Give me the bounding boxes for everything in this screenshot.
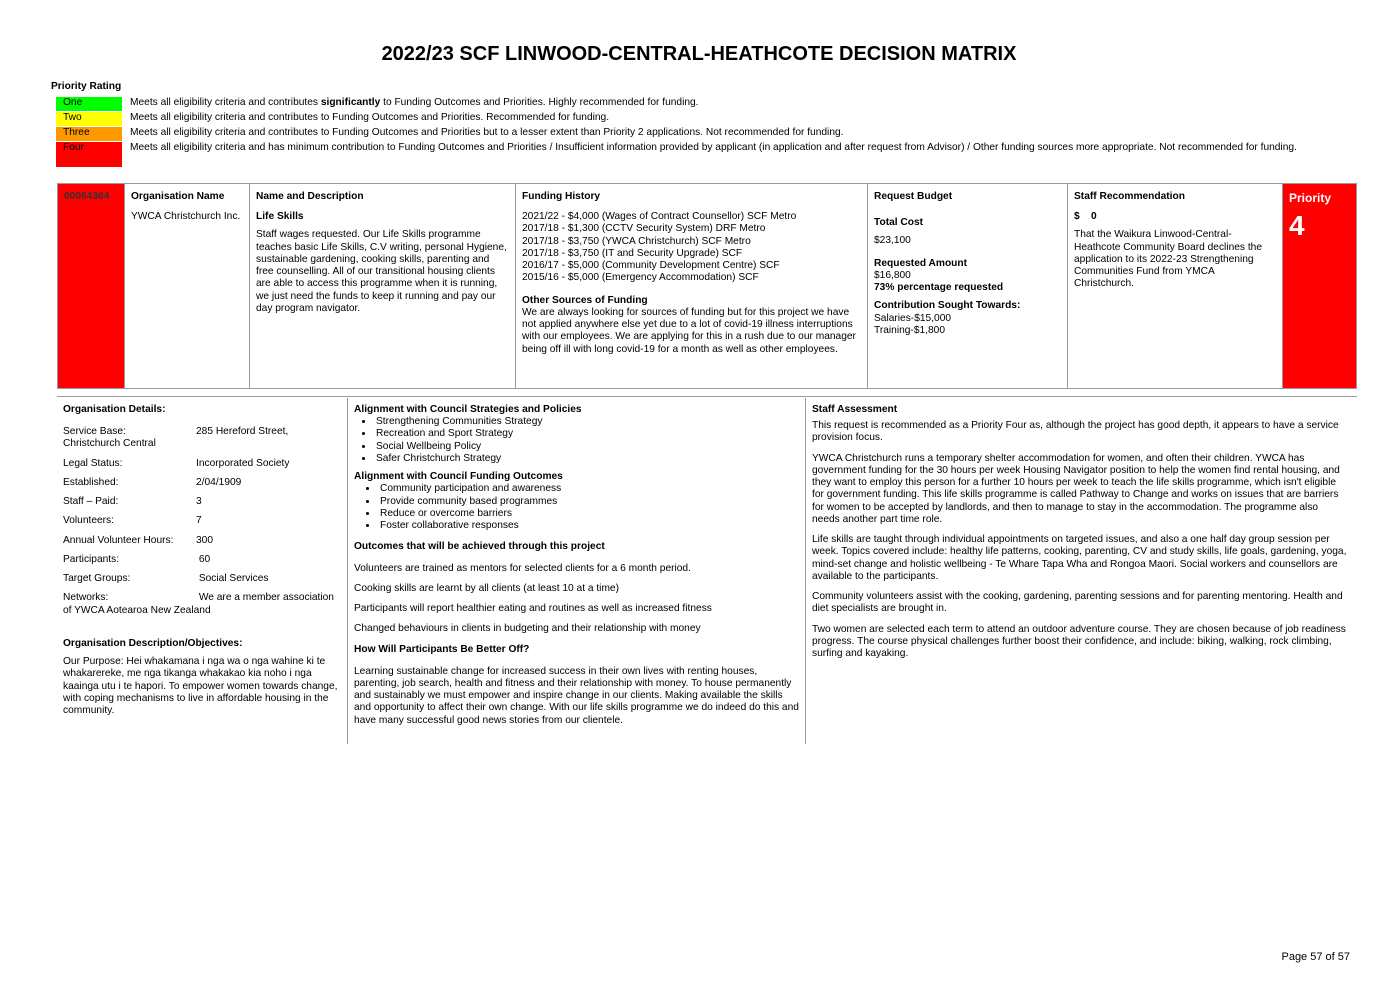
org-name-heading: Organisation Name bbox=[131, 191, 225, 202]
requested-amount-value: $16,800 bbox=[874, 269, 911, 281]
other-sources-heading: Other Sources of Funding bbox=[522, 294, 648, 306]
legend-swatch-one: One bbox=[56, 97, 122, 112]
contribution-item: Training-$1,800 bbox=[874, 324, 945, 336]
staff-recommendation-text: That the Waikura Linwood-Central-Heathcote Community Board declines the application to its 2022-23 Strengthening Communities Fund from YMCA Christchurch. bbox=[1074, 229, 1263, 290]
legend-swatch-three: Three bbox=[56, 127, 122, 142]
legend-row-four bbox=[56, 142, 1326, 168]
request-budget-heading: Request Budget bbox=[874, 191, 953, 202]
legend-row-three bbox=[56, 127, 1326, 142]
achieved-heading: Outcomes that will be achieved through this project bbox=[354, 541, 605, 553]
strategies-list bbox=[354, 416, 799, 465]
legend-text-four: Meets all eligibility criteria and has minimum contribution to Funding Outcomes and Priorities / Insufficient information provided by applicant (in application and after request from Advisor) / Other funding sources more appropriate. Not recommended for funding. bbox=[130, 142, 1297, 153]
assessment-paragraph: YWCA Christchurch runs a temporary shelter accommodation for women, and often their children. YWCA has government funding for the 30 hours per week Housing Navigator position to help the women find rental housing, and they want to employ this person for a further 10 hours per week to teach the life skills programme, which isn't eligible for government funding. This life skills programme is called Pathway to Change and works on issues that are barriers for women to be accepted by landlords, and then to manage to stay in the accommodation. The programme also needs another part time role. bbox=[812, 452, 1340, 525]
assessment-paragraph: Community volunteers assist with the cooking, gardening, parenting sessions and for parenting mentoring. Health and diet specialists are brought in. bbox=[812, 591, 1343, 615]
achieved-item: Participants will report healthier eating and routines as well as increased fitness bbox=[354, 603, 712, 615]
list-item: • Reduce or overcome barriers bbox=[378, 508, 799, 520]
list-item: • Provide community based programmes bbox=[378, 496, 799, 508]
project-heading: Name and Description bbox=[256, 191, 364, 202]
requested-amount-label: Requested Amount bbox=[874, 257, 968, 269]
percentage-requested: 73% percentage requested bbox=[874, 282, 1004, 294]
org-name: YWCA Christchurch Inc. bbox=[131, 211, 241, 223]
funding-history-item: 2017/18 - $3,750 (IT and Security Upgrade) SCF bbox=[522, 247, 743, 259]
assessment-paragraph: Two women are selected each term to attend an outdoor adventure course. They are chosen because of job readiness progress. The course physical challenges further boost their confidence, and include: biking, walking, rock climbing, surfing and kayaking. bbox=[812, 623, 1346, 659]
alignment-section bbox=[348, 398, 806, 744]
funding-history-item: 2016/17 - $5,000 (Community Development Centre) SCF bbox=[522, 260, 780, 272]
recommended-amount: $ 0 bbox=[1074, 211, 1097, 223]
better-off-text: Learning sustainable change for increased success in their own lives with renting houses, parenting, job search, health and fitness and their relationship with money. To house permanently and sustainably we must empower and inspire change in our clients. Making available the skills and opportunity to affect their own change. With our life skills programme we do indeed do this and have many successful good news stories from our clientele. bbox=[354, 665, 799, 726]
priority-value: 4 bbox=[1289, 210, 1305, 242]
list-item: • Community participation and awareness bbox=[378, 483, 799, 495]
funding-history-item: 2017/18 - $1,300 (CCTV Security System) DRF Metro bbox=[522, 223, 766, 235]
org-description-heading: Organisation Description/Objectives: bbox=[63, 637, 243, 649]
request-budget-cell bbox=[868, 184, 1068, 388]
page-number: Page 57 of 57 bbox=[1281, 951, 1350, 963]
priority-legend bbox=[56, 97, 1326, 168]
priority-cell bbox=[1283, 184, 1356, 388]
application-ref: 00064364 bbox=[64, 191, 110, 202]
list-item: • Recreation and Sport Strategy bbox=[374, 428, 799, 440]
legend-swatch-two: Two bbox=[56, 112, 122, 127]
funding-history-heading: Funding History bbox=[522, 191, 601, 202]
detail-row: Target Groups: Social Services bbox=[63, 573, 269, 585]
staff-recommendation-heading: Staff Recommendation bbox=[1074, 191, 1185, 202]
detail-row: Service Base: 285 Hereford Street, Christchurch Central bbox=[63, 426, 289, 450]
funding-history-item: 2021/22 - $4,000 (Wages of Contract Counsellor) SCF Metro bbox=[522, 211, 797, 223]
assessment-paragraph: This request is recommended as a Priority Four as, although the project has good depth, it appears to have a service provision focus. bbox=[812, 420, 1339, 444]
funding-history-cell bbox=[516, 184, 868, 388]
org-description-text: Our Purpose: Hei whakamana i nga wa o nga wahine ki te whakarereke, me nga tikanga whakakao kia noho i nga kaainga utu i te hapori. To empower women towards change, with coping mechanisms to live in affordable housing in the community. bbox=[63, 656, 338, 716]
staff-assessment-heading: Staff Assessment bbox=[812, 404, 898, 415]
project-cell bbox=[250, 184, 516, 388]
page-title: 2022/23 SCF LINWOOD-CENTRAL-HEATHCOTE DECISION MATRIX bbox=[381, 43, 1017, 65]
list-item: • Social Wellbeing Policy bbox=[374, 441, 799, 453]
detail-row: Legal Status: Incorporated Society bbox=[63, 457, 290, 469]
total-cost-value: $23,100 bbox=[874, 235, 911, 247]
detail-row: Volunteers: 7 bbox=[63, 515, 202, 527]
detail-row: Networks: We are a member association of YWCA Aotearoa New Zealand bbox=[63, 592, 334, 616]
strategies-heading: Alignment with Council Strategies and Policies bbox=[354, 404, 582, 415]
legend-text-two: Meets all eligibility criteria and contributes to Funding Outcomes and Priorities. Recommended for funding. bbox=[130, 112, 610, 123]
achieved-item: Cooking skills are learnt by all clients (at least 10 at a time) bbox=[354, 582, 619, 594]
application-summary-table bbox=[57, 183, 1357, 389]
legend-swatch-four: Four bbox=[56, 142, 122, 168]
staff-recommendation-cell bbox=[1068, 184, 1283, 388]
list-item: • Strengthening Communities Strategy bbox=[374, 416, 799, 428]
priority-label: Priority bbox=[1289, 191, 1332, 205]
contribution-item: Salaries-$15,000 bbox=[874, 312, 952, 324]
org-details-heading: Organisation Details: bbox=[63, 404, 166, 415]
legend-row-two bbox=[56, 112, 1326, 127]
project-description: Staff wages requested. Our Life Skills programme teaches basic Life Skills, C.V writing, personal Hygiene, sustainable gardening, cooking skills, parenting and free counselling. All of our transitional housing clients are able to access this programme when it is running, we just need the funds to keep it running and pay our day program navigator. bbox=[256, 229, 507, 314]
detail-row: Annual Volunteer Hours: 300 bbox=[63, 534, 213, 546]
detail-row: Established: 2/04/1909 bbox=[63, 476, 242, 488]
detail-row: Staff – Paid: 3 bbox=[63, 496, 202, 508]
funding-history-item: 2015/16 - $5,000 (Emergency Accommodation) SCF bbox=[522, 272, 759, 284]
contribution-label: Contribution Sought Towards: bbox=[874, 300, 1021, 312]
better-off-heading: How Will Participants Be Better Off? bbox=[354, 643, 530, 655]
priority-rating-heading: Priority Rating bbox=[51, 81, 122, 92]
funding-history-item: 2017/18 - $3,750 (YWCA Christchurch) SCF Metro bbox=[522, 235, 751, 247]
project-name: Life Skills bbox=[256, 211, 304, 223]
list-item: • Foster collaborative responses bbox=[378, 520, 799, 532]
list-item: • Safer Christchurch Strategy bbox=[374, 453, 799, 465]
organisation-details-section bbox=[57, 398, 348, 744]
outcomes-heading: Alignment with Council Funding Outcomes bbox=[354, 471, 563, 483]
legend-text-three: Meets all eligibility criteria and contributes to Funding Outcomes and Priorities but to a lesser extent than Priority 2 applications. Not recommended for funding. bbox=[130, 127, 844, 138]
legend-text-one: Meets all eligibility criteria and contributes significantly to Funding Outcomes and Priorities. Highly recommended for funding. bbox=[130, 97, 699, 108]
staff-assessment-section bbox=[806, 398, 1354, 744]
legend-row-one bbox=[56, 97, 1326, 112]
section-divider bbox=[57, 396, 1357, 397]
application-ref-cell bbox=[58, 184, 125, 388]
org-name-cell bbox=[125, 184, 250, 388]
assessment-paragraph: Life skills are taught through individual appointments on targeted issues, and also a one half day group session per week. Topics covered include: healthy life patterns, cooking, parenting, CV and study skills, life goals, gardening, yoga, mind-set change and holistic wellbeing - Te Whare Tapa Wha and Rongoa Maori. Social workers and counsellors are available to the participants. bbox=[812, 534, 1347, 582]
detail-row: Participants: 60 bbox=[63, 553, 211, 565]
other-sources-text: We are always looking for sources of funding but for this project we have not applied anywhere else yet due to a lot of covid-19 illness interruptions with our employees. We are applying for this in a rush due to our manager being off ill with long covid-19 for a month as well as other employees. bbox=[522, 306, 856, 355]
achieved-item: Volunteers are trained as mentors for selected clients for a 6 month period. bbox=[354, 562, 691, 574]
total-cost-label: Total Cost bbox=[874, 217, 924, 229]
outcomes-list bbox=[354, 483, 799, 532]
achieved-item: Changed behaviours in clients in budgeting and their relationship with money bbox=[354, 623, 701, 635]
